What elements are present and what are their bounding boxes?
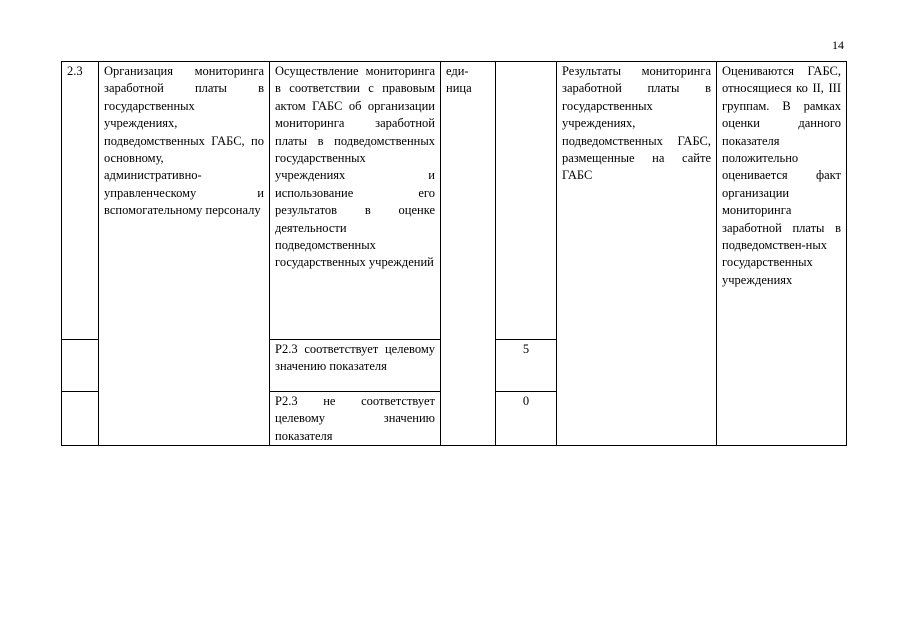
unit-line: еди- — [446, 64, 469, 78]
indicator-name: Организация мониторинга заработной платы в государственных учреждениях, подведомственных ГАБС, по основному, административно-управленческому и вспомогательному персоналу — [99, 62, 270, 446]
score-cell — [496, 62, 557, 340]
unit-line: ница — [446, 81, 472, 96]
row-number — [62, 340, 99, 392]
criterion-text: Р2.3 не соответствует целевому значению показателя — [270, 392, 441, 446]
data-source: Результаты мониторинга заработной платы в государственных учреждениях, подведомственных ГАБС, размещенные на сайте ГАБС — [557, 62, 717, 446]
indicator-table — [61, 61, 847, 446]
unit-of-measure — [441, 62, 496, 446]
row-number — [62, 392, 99, 446]
criterion-score: 0 — [496, 392, 557, 446]
calculation-method: Осуществление мониторинга в соответствии с правовым актом ГАБС об организации мониторинга заработной платы в подведомственных государственных учреждениях и использование его результатов в оценке деятельности подведомственных государственных учреждений — [270, 62, 441, 340]
page-number: 14 — [832, 38, 844, 52]
comment: Оцениваются ГАБС, относящиеся ко II, III группам. В рамках оценки данного показателя положительно оценивается факт организации мониторинга заработной платы в подведомствен-ных государственных учреждениях — [717, 62, 847, 446]
row-number: 2.3 — [62, 62, 99, 340]
criterion-text: Р2.3 соответствует целевому значению показателя — [270, 340, 441, 392]
table-row — [62, 62, 847, 340]
criterion-score: 5 — [496, 340, 557, 392]
